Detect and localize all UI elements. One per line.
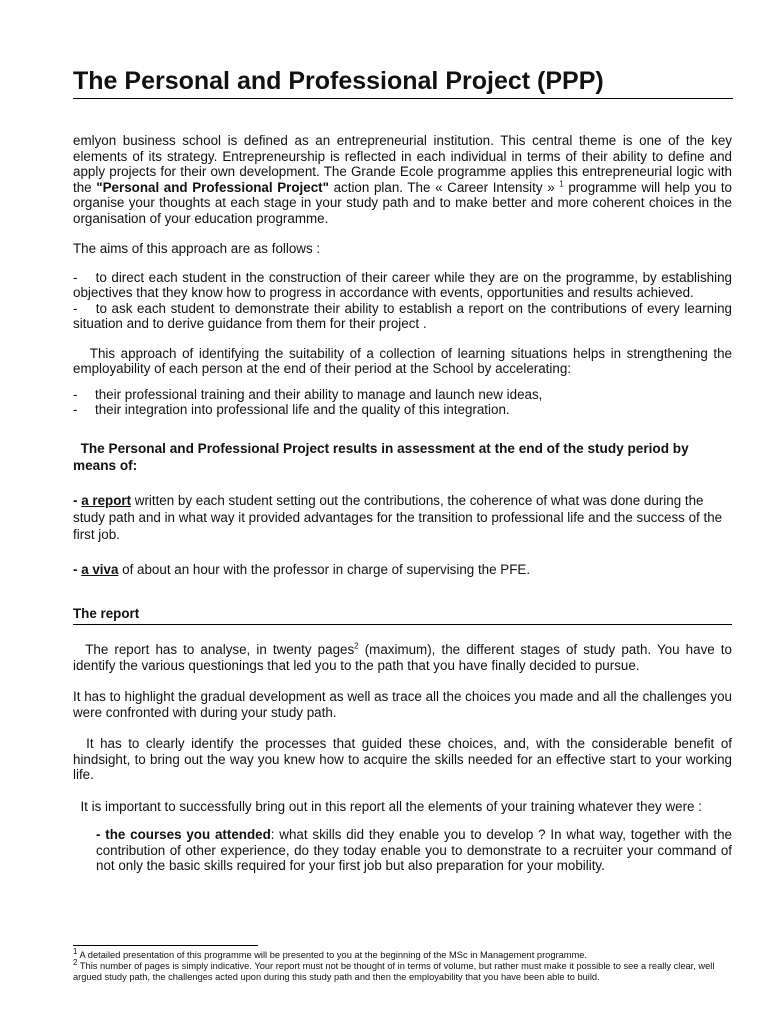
accelerate-item-1 <box>73 387 732 403</box>
intro-text-1: emlyon business school is defined as an entrepreneurial institution. This central theme is one of the key elements of its strategy. Entrepreneurship is reflected in each individual in terms of their ability to define and apply projects for their own development. The Grande Ecole programme applies this entrepreneurial logic with the <box>73 133 732 195</box>
aim-item-2 <box>73 301 732 332</box>
aim-text-2: to ask each student to demonstrate their ability to establish a report on the contributions of every learning situation and to derive guidance from them for their project . <box>73 300 732 331</box>
footnote-2 <box>73 957 732 983</box>
aim-text-1: to direct each student in the construction of their career while they are on the programme, by establishing objectives that they know how to progress in accordance with events, opportunities and results achieved. <box>73 269 732 300</box>
footnote-1 <box>73 946 732 961</box>
approach-paragraph <box>73 346 732 377</box>
report-p4-text: It is important to successfully bring out in this report all the elements of your training whatever they were : <box>80 798 702 814</box>
report-text: written by each student setting out the contributions, the coherence of what was done during the study path and in what way it provided advantages for the transition to professional life and the success of the first job. <box>73 492 723 542</box>
courses-text: : what skills did they enable you to develop ? In what way, together with the contribution of other experience, do they today enable you to demonstrate to a recruiter your command of not only the basic skills required for your first job but also preparation for your mobility. <box>96 827 732 873</box>
report-p3-text: It has to clearly identify the processes that guided these choices, and, with the considerable benefit of hindsight, to bring out the way you knew how to acquire the skills needed for an effective start to your working life. <box>73 736 732 782</box>
bullet-dash: - <box>73 402 78 417</box>
report-section-heading: The report <box>73 606 732 626</box>
viva-item <box>73 561 732 578</box>
footnote-text-1: A detailed presentation of this programme will be presented to you at the beginning of the MSc in Management programme. <box>77 950 588 960</box>
intro-paragraph <box>73 133 732 226</box>
aims-intro: The aims of this approach are as follows : <box>73 241 321 256</box>
aim-item-1 <box>73 270 732 301</box>
courses-item <box>73 827 732 874</box>
bullet-dash: - <box>73 386 78 402</box>
accelerate-item-2 <box>73 402 732 418</box>
report-paragraph-1 <box>73 642 732 673</box>
report-p1-text-b: (maximum), the different stages of study path. You have to identify the various questionings that led you to the path that you have finally decided to pursue. <box>73 642 732 673</box>
footnote-number-1: 1 <box>73 946 78 956</box>
assessment-heading-text: The Personal and Professional Project results in assessment at the end of the study period by means of: <box>73 440 689 473</box>
report-paragraph-4 <box>73 799 732 815</box>
footnote-number-2: 2 <box>73 957 78 967</box>
report-label: a report <box>81 492 132 508</box>
report-item <box>73 492 732 543</box>
assessment-heading <box>73 440 732 474</box>
report-paragraph-3 <box>73 736 732 783</box>
document-body <box>73 133 732 874</box>
footnote-ref-1: 1 <box>559 179 564 189</box>
report-prefix: - <box>73 492 82 508</box>
approach-text: This approach of identifying the suitability of a collection of learning situations helps in strengthening the employability of each person at the end of their period at the School by accelerating: <box>73 345 732 376</box>
accelerate-text-1: their professional training and their ability to manage and launch new ideas, <box>95 386 543 402</box>
bullet-dash: - <box>73 300 78 316</box>
viva-label: a viva <box>81 561 119 577</box>
footnote-divider <box>73 945 258 946</box>
intro-text-3: programme will help you to organise your thoughts at each stage in your study path and to make better and more coherent choices in the organisation of your education programme. <box>73 179 732 226</box>
viva-text: of about an hour with the professor in charge of supervising the PFE. <box>118 561 531 577</box>
report-p1-text-a: The report has to analyse, in twenty pages <box>85 642 355 657</box>
accelerate-text-2: their integration into professional life and the quality of this integration. <box>95 402 510 417</box>
bullet-dash: - <box>73 269 78 285</box>
report-paragraph-2: It has to highlight the gradual development as well as trace all the choices you made and all the challenges you were confronted with during your study path. <box>73 689 732 720</box>
ppp-phrase: "Personal and Professional Project" <box>96 179 329 195</box>
footnote-ref-2: 2 <box>354 641 359 651</box>
page-title: The Personal and Professional Project (PPP) <box>73 64 733 99</box>
footnotes <box>73 946 732 983</box>
intro-text-2: action plan. The « Career Intensity » <box>328 179 560 195</box>
viva-prefix: - <box>73 561 82 577</box>
footnote-text-2: This number of pages is simply indicative. Your report must not be thought of in terms of volume, but rather must make it possible to see a really clear, well argued study path, the challenges acted upon during this study path and then the employability that you have been able to build. <box>73 961 715 982</box>
courses-label: - the courses you attended <box>96 827 271 842</box>
